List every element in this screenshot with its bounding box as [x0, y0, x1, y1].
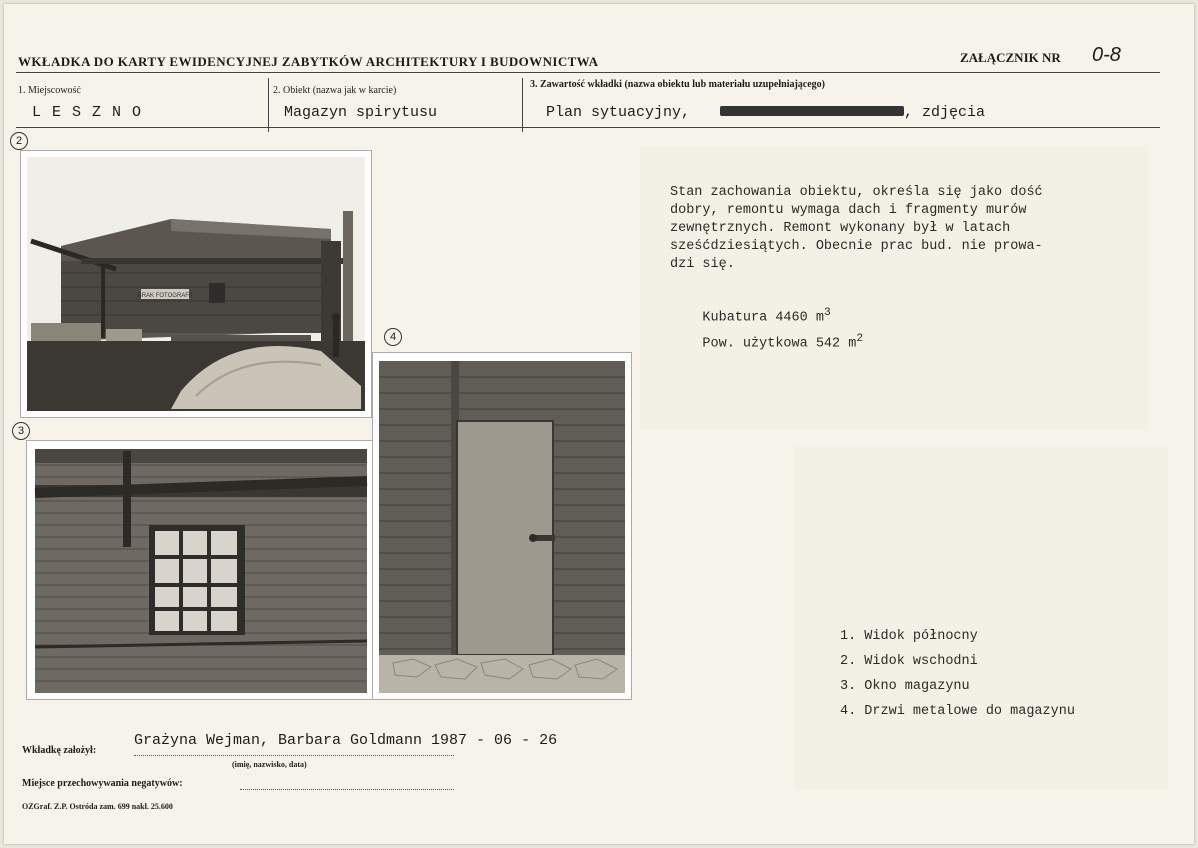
annex-number: 0-8	[1092, 44, 1121, 66]
description-line-4: sześćdziesiątych. Obecnie prac bud. nie prowa-	[670, 239, 1043, 254]
description-note	[640, 146, 1148, 430]
locality-value: L E S Z N O	[32, 104, 143, 121]
object-value: Magazyn spirytusu	[284, 104, 438, 121]
door-photo	[373, 353, 631, 699]
sign-text: BRAK FOTOGRAFII	[137, 293, 193, 299]
caption-1: 1. Widok północny	[840, 629, 978, 644]
photo-number-3: 3	[12, 422, 30, 440]
annex-label: ZAŁĄCZNIK NR	[960, 50, 1061, 65]
fields-rule	[16, 127, 1160, 128]
contents-label: 3. Zawartość wkładki (nazwa obiektu lub materiału uzupełniającego)	[530, 79, 826, 90]
photo-east-view	[26, 440, 376, 700]
redaction-mark	[720, 106, 904, 116]
field-divider-2	[522, 78, 523, 132]
photo-number-4: 4	[384, 328, 402, 346]
area-exponent: 2	[856, 333, 864, 345]
header-rule	[16, 72, 1160, 73]
captions-note	[794, 446, 1168, 790]
locality-label: 1. Miejscowość	[18, 85, 81, 96]
description-line-3: zewnętrznych. Remont wykonany był w latach	[670, 221, 1011, 236]
made-by-hint: (imię, nazwisko, data)	[232, 760, 307, 769]
volume-text: Kubatura 4460 m	[702, 310, 824, 326]
warehouse-photo	[21, 151, 371, 417]
window-wall-photo	[27, 441, 375, 699]
description-line-2: dobry, remontu wymaga dach i fragmenty murów	[670, 203, 1027, 218]
description-line-5: dzi się.	[670, 257, 735, 272]
print-info: OZGraf. Z.P. Ostróda zam. 699 nakł. 25.600	[22, 802, 173, 811]
made-by-dotted-line	[134, 754, 454, 756]
form-title: WKŁADKA DO KARTY EWIDENCYJNEJ ZABYTKÓW ARCHITEKTURY I BUDOWNICTWA	[18, 54, 599, 69]
object-label: 2. Obiekt (nazwa jak w karcie)	[273, 85, 397, 96]
photo-north-view	[20, 150, 372, 418]
area-line	[670, 312, 863, 372]
contents-value-plan: Plan sytuacyjny,	[546, 104, 691, 121]
field-divider-1	[268, 78, 269, 132]
photo-number-2: 2	[10, 132, 28, 150]
photo-metal-door	[372, 352, 632, 700]
area-text: Pow. użytkowa 542 m	[702, 336, 857, 352]
caption-4: 4. Drzwi metalowe do magazynu	[840, 704, 1075, 719]
made-by-label: Wkładkę założył:	[22, 745, 97, 756]
negatives-label: Miejsce przechowywania negatywów:	[22, 778, 183, 789]
made-by-value: Grażyna Wejman, Barbara Goldmann 1987 - 06 - 26	[134, 732, 558, 749]
caption-2: 2. Widok wschodni	[840, 654, 978, 669]
volume-exponent: 3	[823, 307, 831, 319]
description-line-1: Stan zachowania obiektu, określa się jako dość	[670, 185, 1043, 200]
caption-3: 3. Okno magazynu	[840, 679, 970, 694]
negatives-dotted-line	[240, 788, 454, 790]
contents-value-photos: , zdjęcia	[904, 104, 986, 121]
